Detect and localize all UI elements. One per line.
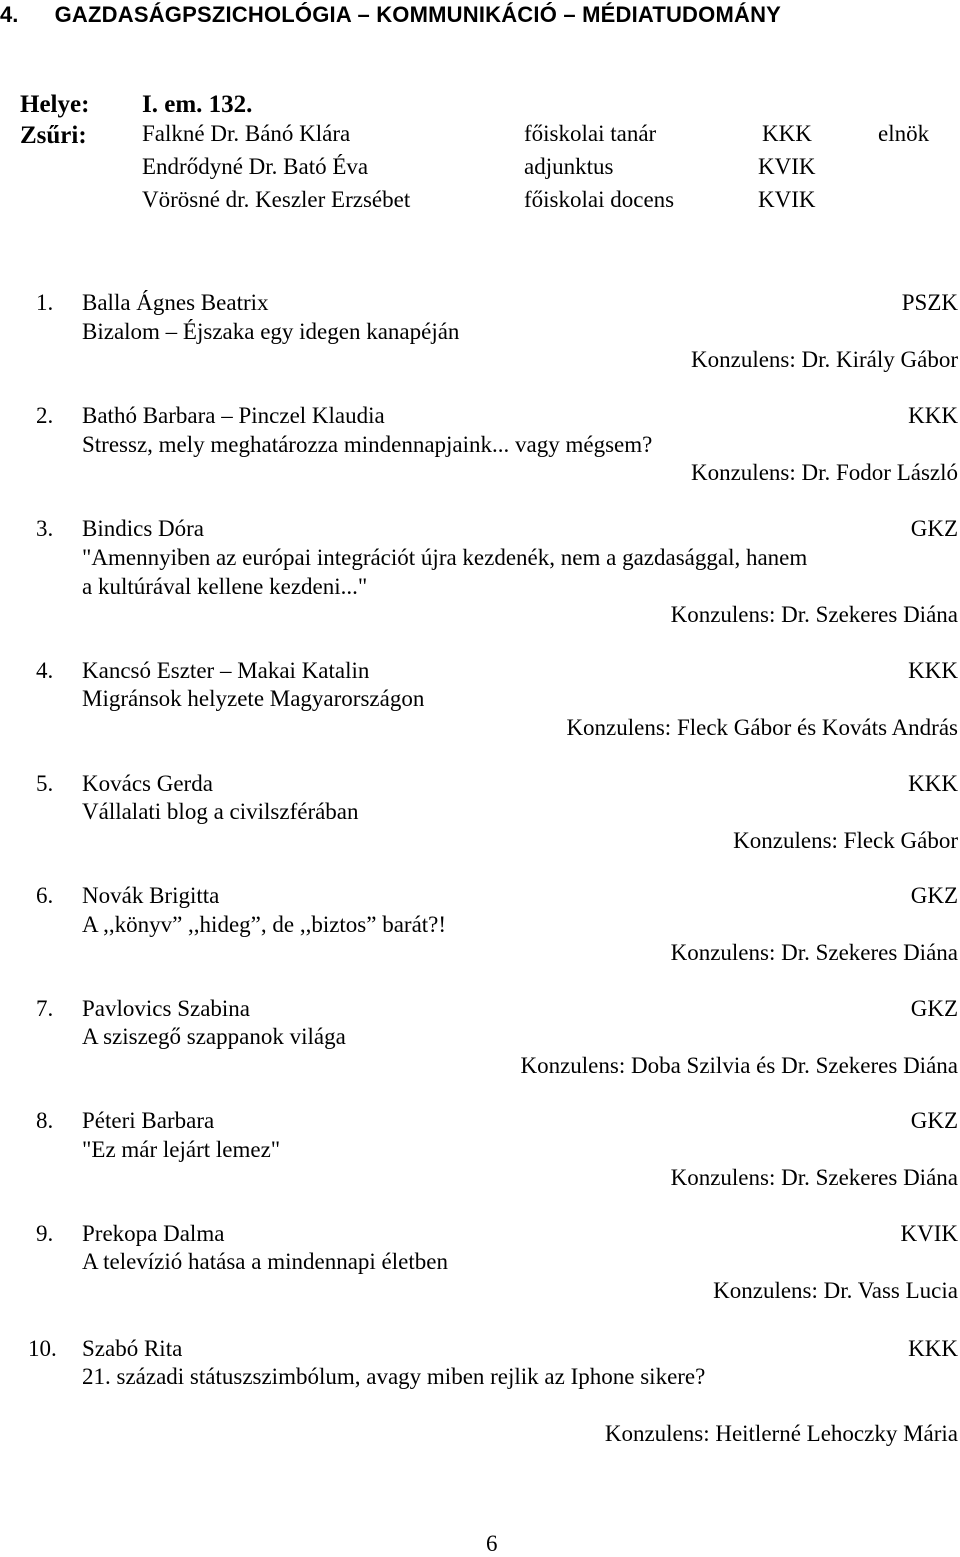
entry-author: Kovács Gerda bbox=[82, 771, 213, 796]
entry-title: 21. századi státuszszimbólum, avagy miben rejlik az Iphone sikere? bbox=[82, 1364, 706, 1389]
entry-title: Stressz, mely meghatározza mindennapjaink... vagy mégsem? bbox=[82, 432, 653, 457]
entry-title: Migránsok helyzete Magyarországon bbox=[82, 686, 425, 711]
jury-member-title: adjunktus bbox=[524, 154, 614, 179]
entry-number: 3. bbox=[36, 516, 54, 541]
entry-consultant: Konzulens: Doba Szilvia és Dr. Szekeres Diána bbox=[520, 1053, 958, 1078]
entry-author: Péteri Barbara bbox=[82, 1108, 215, 1133]
entry-department: GKZ bbox=[910, 1108, 958, 1133]
entry-title: "Ez már lejárt lemez" bbox=[82, 1137, 281, 1162]
jury-member-title: főiskolai docens bbox=[524, 187, 675, 212]
section-number: 4. bbox=[0, 2, 19, 27]
entry-number: 10. bbox=[28, 1336, 57, 1361]
section-heading bbox=[0, 2, 781, 28]
section-title: GAZDASÁGPSZICHOLÓGIA – KOMMUNIKÁCIÓ – MÉDIATUDOMÁNY bbox=[54, 2, 782, 27]
jury-member-title: főiskolai tanár bbox=[524, 121, 657, 146]
entry-title: a kultúrával kellene kezdeni..." bbox=[82, 574, 368, 599]
entry-title: Bizalom – Éjszaka egy idegen kanapéján bbox=[82, 319, 460, 344]
entry-number: 7. bbox=[36, 996, 54, 1021]
entry-department: KKK bbox=[908, 771, 958, 796]
entry-number: 4. bbox=[36, 658, 54, 683]
entry-author: Bathó Barbara – Pinczel Klaudia bbox=[82, 403, 385, 428]
entry-author: Bindics Dóra bbox=[82, 516, 205, 541]
entry-author: Novák Brigitta bbox=[82, 883, 220, 908]
entry-consultant: Konzulens: Dr. Szekeres Diána bbox=[670, 940, 958, 965]
entry-title: "Amennyiben az európai integrációt újra kezdenék, nem a gazdasággal, hanem bbox=[82, 545, 808, 570]
entry-number: 8. bbox=[36, 1108, 54, 1133]
entry-author: Balla Ágnes Beatrix bbox=[82, 290, 269, 315]
jury-member-dept: KKK bbox=[762, 121, 812, 146]
entry-number: 6. bbox=[36, 883, 54, 908]
entry-department: KKK bbox=[908, 1336, 958, 1361]
entry-department: PSZK bbox=[901, 290, 958, 315]
entry-consultant: Konzulens: Dr. Király Gábor bbox=[691, 347, 958, 372]
entry-author: Prekopa Dalma bbox=[82, 1221, 225, 1246]
jury-member-name: Vörösné dr. Keszler Erzsébet bbox=[142, 187, 411, 212]
entry-author: Kancsó Eszter – Makai Katalin bbox=[82, 658, 370, 683]
venue-label: Helye: bbox=[20, 91, 90, 118]
entry-consultant: Konzulens: Dr. Szekeres Diána bbox=[670, 1165, 958, 1190]
entry-title: A televízió hatása a mindennapi életben bbox=[82, 1249, 448, 1274]
entry-number: 2. bbox=[36, 403, 54, 428]
jury-member-name: Falkné Dr. Bánó Klára bbox=[142, 121, 351, 146]
entry-title: Vállalati blog a civilszférában bbox=[82, 799, 359, 824]
entry-department: GKZ bbox=[910, 516, 958, 541]
page-number: 6 bbox=[486, 1531, 498, 1556]
jury-label: Zsűri: bbox=[20, 122, 87, 149]
entry-number: 5. bbox=[36, 771, 54, 796]
entry-number: 1. bbox=[36, 290, 54, 315]
entry-department: KVIK bbox=[900, 1221, 958, 1246]
entry-consultant: Konzulens: Heitlerné Lehoczky Mária bbox=[604, 1421, 958, 1446]
entry-consultant: Konzulens: Dr. Szekeres Diána bbox=[670, 602, 958, 627]
entry-title: A ,,könyv” ,,hideg”, de ,,biztos” barát?! bbox=[82, 912, 447, 937]
entry-consultant: Konzulens: Dr. Fodor László bbox=[690, 460, 958, 485]
entry-author: Szabó Rita bbox=[82, 1336, 183, 1361]
entry-department: KKK bbox=[908, 403, 958, 428]
entry-author: Pavlovics Szabina bbox=[82, 996, 250, 1021]
venue-value: I. em. 132. bbox=[142, 91, 253, 118]
entry-consultant: Konzulens: Fleck Gábor bbox=[733, 828, 958, 853]
entry-number: 9. bbox=[36, 1221, 54, 1246]
jury-member-dept: KVIK bbox=[758, 154, 816, 179]
jury-member-name: Endrődyné Dr. Bató Éva bbox=[142, 154, 369, 179]
entry-title: A sziszegő szappanok világa bbox=[82, 1024, 346, 1049]
jury-member-dept: KVIK bbox=[758, 187, 816, 212]
entry-department: KKK bbox=[908, 658, 958, 683]
jury-member-role: elnök bbox=[878, 121, 930, 146]
entry-department: GKZ bbox=[910, 996, 958, 1021]
entry-department: GKZ bbox=[910, 883, 958, 908]
entry-consultant: Konzulens: Fleck Gábor és Kováts András bbox=[566, 715, 958, 740]
entry-consultant: Konzulens: Dr. Vass Lucia bbox=[713, 1278, 958, 1303]
